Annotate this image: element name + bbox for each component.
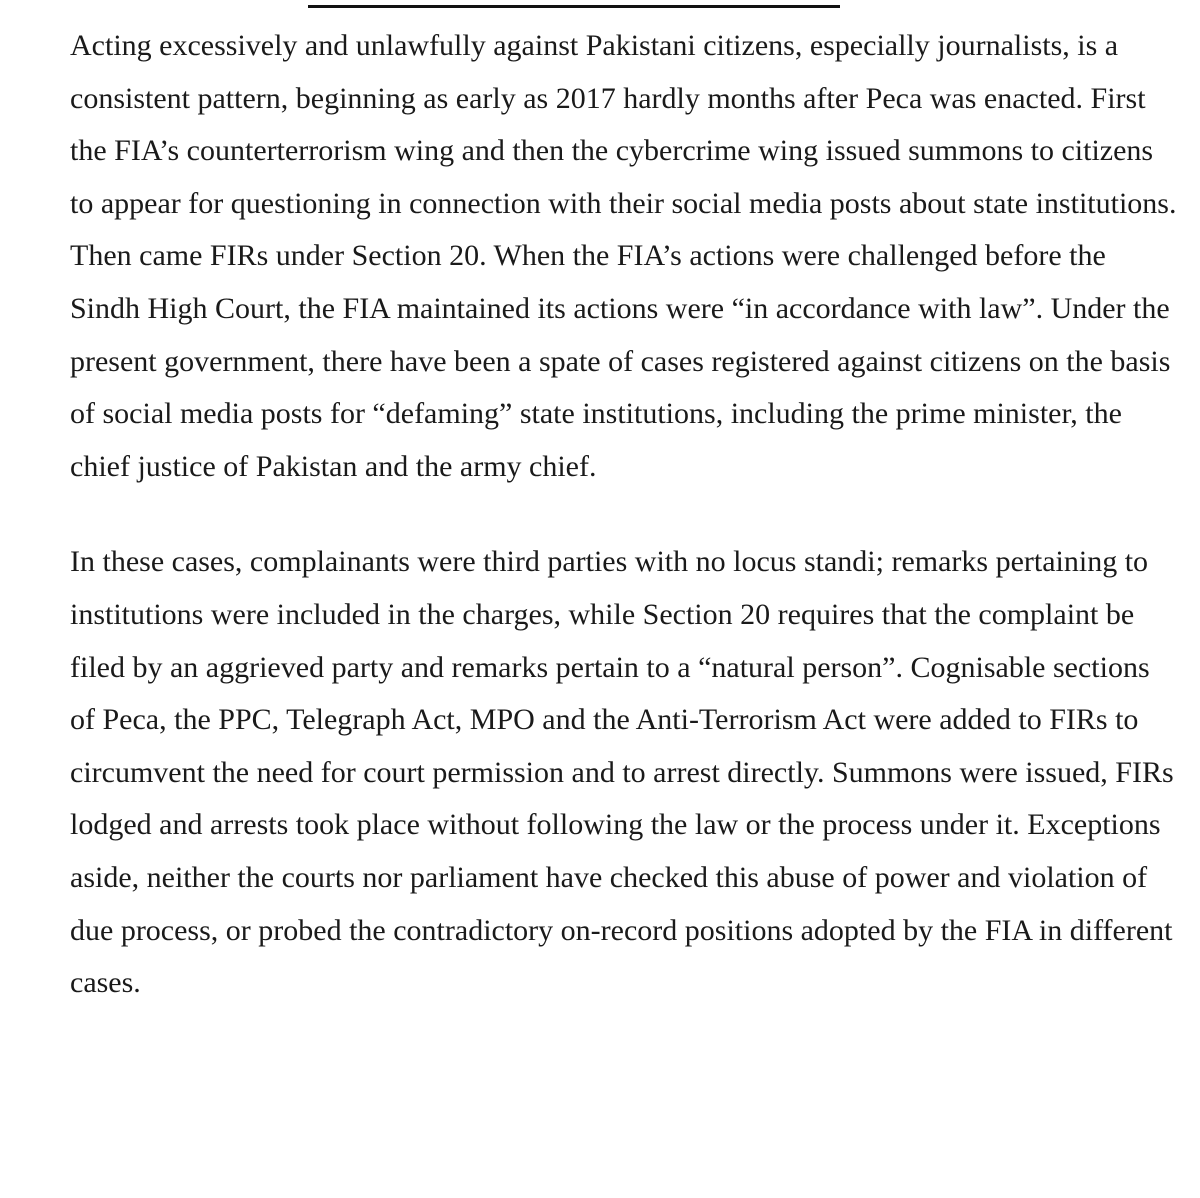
- article-body: [70, 20, 1180, 1010]
- article-paragraph-2: In these cases, complainants were third parties with no locus standi; remarks pertaining to institutions were included in the charges, while Section 20 requires that the complaint be filed by an aggrieved party and remarks pertain to a “natural person”. Cognisable sections of Peca, the PPC, Telegraph Act, MPO and the Anti-Terrorism Act were added to FIRs to circumvent the need for court permission and to arrest directly. Summons were issued, FIRs lodged and arrests took place without following the law or the process under it. Exceptions aside, neither the courts nor parliament have checked this abuse of power and violation of due process, or probed the contradictory on-record positions adopted by the FIA in different cases.: [70, 545, 1174, 1000]
- section-divider: [308, 5, 840, 8]
- bottom-fade: [0, 1158, 1200, 1198]
- article-paragraph-1: Acting excessively and unlawfully against Pakistani citizens, especially journalists, is a consistent pattern, beginning as early as 2017 hardly months after Peca was enacted. First the FIA’s counterterrorism wing and then the cybercrime wing issued summons to citizens to appear for questioning in connection with their social media posts about state institutions. Then came FIRs under Section 20. When the FIA’s actions were challenged before the Sindh High Court, the FIA maintained its actions were “in accordance with law”. Under the present government, there have been a spate of cases registered against citizens on the basis of social media posts for “defaming” state institutions, including the prime minister, the chief justice of Pakistan and the army chief.: [70, 29, 1177, 483]
